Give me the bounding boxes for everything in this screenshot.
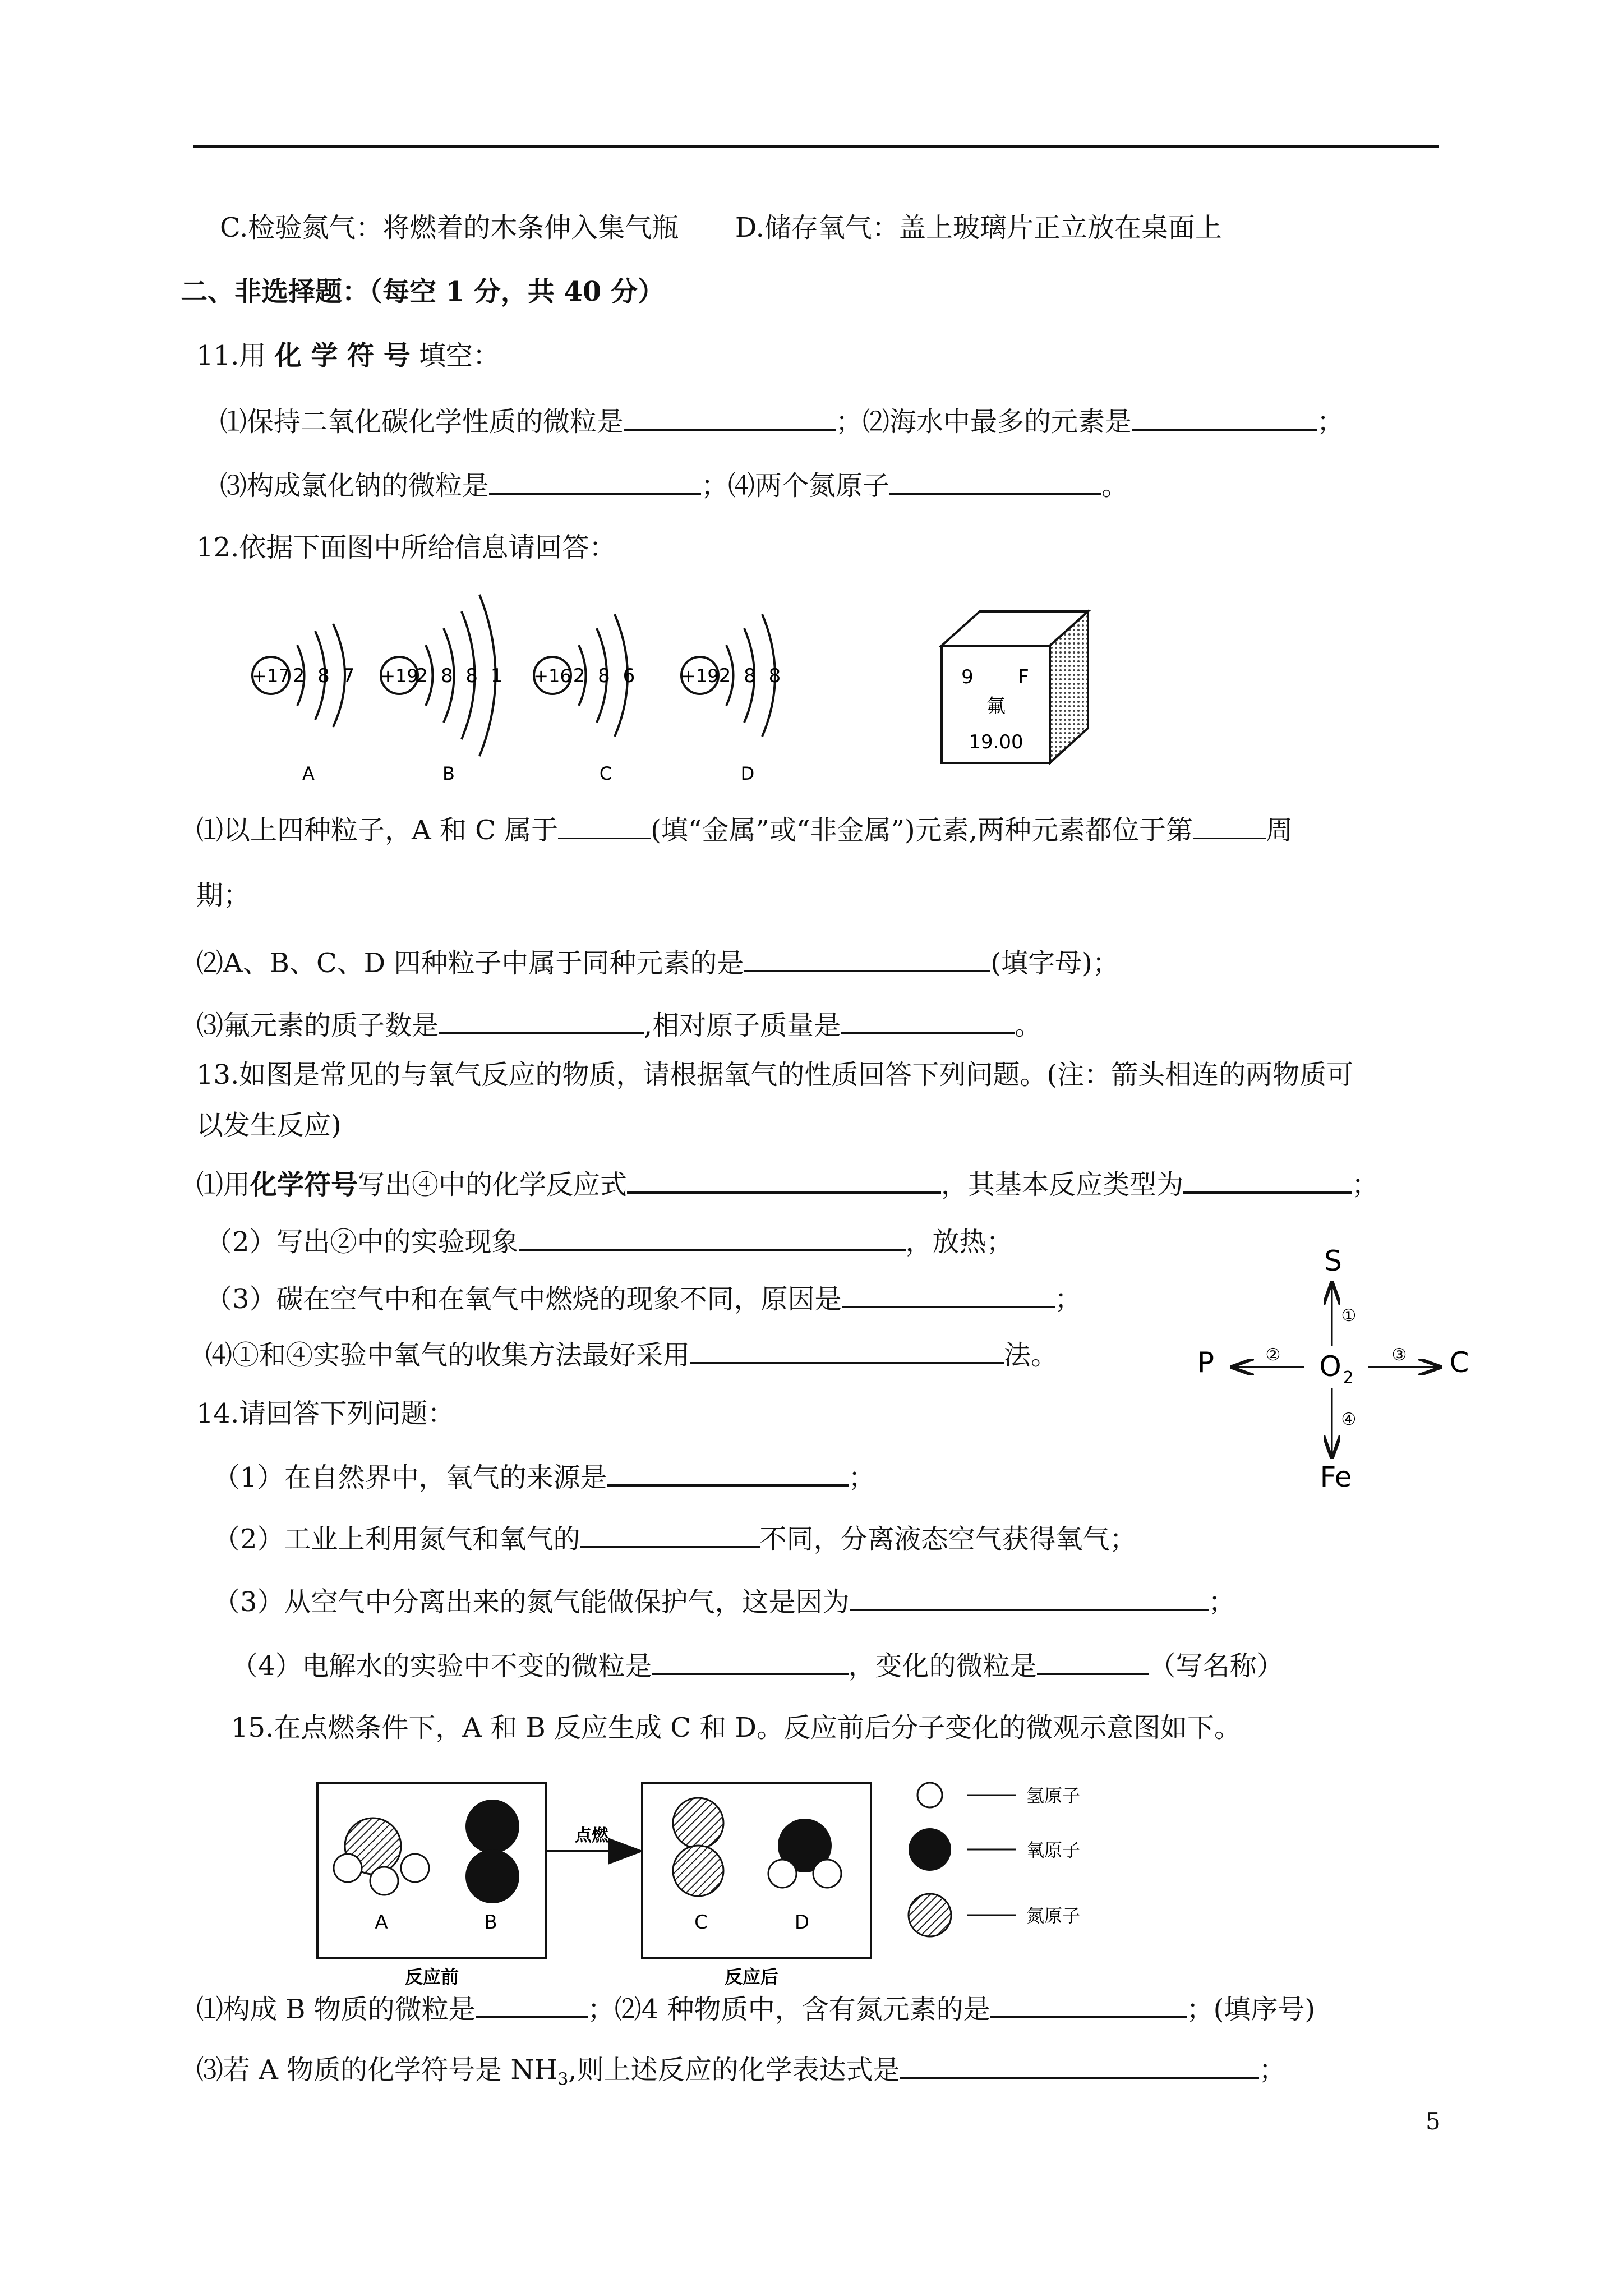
legend-o-label: 氧原子 xyxy=(1026,1839,1081,1861)
q11-p1-sep: ；⑵海水中最多的元素是 xyxy=(836,406,1132,438)
atom-a-nucleus: +17 xyxy=(252,665,290,687)
label-b: B xyxy=(484,1911,497,1934)
q11-stem-bold: 化 学 符 号 xyxy=(274,340,411,371)
element-mass: 19.00 xyxy=(969,731,1023,753)
reactant-s: S xyxy=(1324,1245,1342,1277)
legend-o-icon xyxy=(909,1828,951,1871)
q15-p2-sub: 3 xyxy=(557,2069,569,2090)
q15-p2-c: ； xyxy=(1258,2054,1286,2086)
legend-h-label: 氢原子 xyxy=(1026,1785,1081,1806)
q13-p3-a: （3）碳在空气中和在氧气中燃烧的现象不同，原因是 xyxy=(205,1283,842,1315)
q14-p4-a: （4）电解水的实验中不变的微粒是 xyxy=(231,1650,652,1682)
element-number: 9 xyxy=(961,666,974,688)
q12-p1-c: 周 xyxy=(1266,815,1293,846)
q11-p2: ⑶构成氯化钠的微粒是 xyxy=(220,470,490,501)
q12-p2-a: ⑵A、B、C、D 四种粒子中属于同种元素的是 xyxy=(196,947,744,979)
q13-p2-a: （2）写出②中的实验现象 xyxy=(205,1226,519,1258)
q14-p4-b: ，变化的微粒是 xyxy=(848,1650,1037,1682)
atom-h xyxy=(334,1854,362,1882)
q15-line2 xyxy=(196,2051,1286,2097)
q12-line1-cont: 期； xyxy=(196,880,251,911)
element-name: 氟 xyxy=(986,695,1006,717)
legend-h-icon xyxy=(917,1783,942,1807)
before-label: 反应前 xyxy=(404,1966,459,1987)
q15-p1-c: ；(填序号) xyxy=(1186,1994,1316,2025)
atom-h xyxy=(401,1854,429,1882)
answer-blank[interactable] xyxy=(990,1990,1187,2018)
q11-p1: ⑴保持二氧化碳化学性质的微粒是 xyxy=(220,406,624,438)
q12-p3-b: ,相对原子质量是 xyxy=(644,1010,841,1041)
q13-p1-c: ，其基本反应类型为 xyxy=(941,1169,1184,1200)
oxygen-subscript: 2 xyxy=(1343,1368,1354,1388)
q15-p2-b: ,则上述反应的化学表达式是 xyxy=(568,2054,900,2086)
after-label: 反应后 xyxy=(724,1966,779,1987)
legend-n-icon xyxy=(909,1894,951,1936)
atom-b-nucleus: +19 xyxy=(380,665,418,687)
q14-stem: 14.请回答下列问题： xyxy=(196,1398,455,1429)
q14-p3-b: ； xyxy=(1208,1586,1235,1618)
q14-p1-a: （1）在自然界中，氧气的来源是 xyxy=(213,1462,607,1493)
atom-n xyxy=(673,1846,723,1896)
q15-line1 xyxy=(196,1990,1315,2026)
q13-p3-b: ； xyxy=(1054,1283,1082,1315)
q15-p1-b: ；⑵4 种物质中，含有氮元素的是 xyxy=(587,1994,990,2025)
q13-stem-line1: 13.如图是常见的与氧气反应的物质，请根据氧气的性质回答下列问题。(注：箭头相连的两物质可 xyxy=(196,1059,1354,1091)
atom-a-label: A xyxy=(302,763,315,784)
atom-d-label: D xyxy=(740,763,755,784)
atom-b-electrons: 2 8 8 1 xyxy=(416,665,506,687)
q12-p1-a: ⑴以上四种粒子，A 和 C 属于 xyxy=(196,815,559,846)
legend-n-label: 氮原子 xyxy=(1026,1905,1081,1926)
atom-n xyxy=(673,1798,723,1848)
q11-stem-pre: 11.用 xyxy=(196,340,275,371)
q13-p1-bold: 化学符号 xyxy=(250,1169,358,1200)
q15-p1-a: ⑴构成 B 物质的微粒是 xyxy=(196,1994,476,2025)
reactant-c: C xyxy=(1449,1346,1469,1379)
answer-blank[interactable] xyxy=(476,1990,588,2018)
q12-p3-a: ⑶氟元素的质子数是 xyxy=(196,1010,439,1041)
q13-p1-d: ； xyxy=(1352,1169,1379,1200)
arrow-label-1: ① xyxy=(1341,1306,1357,1326)
atom-d-nucleus: +19 xyxy=(681,665,719,687)
q12-p1-b: (填“金属”或“非金属”)元素,两种元素都位于第 xyxy=(651,815,1193,846)
atom-c-nucleus: +16 xyxy=(533,665,571,687)
atom-o xyxy=(465,1849,519,1903)
q13-p4-b: 法。 xyxy=(1004,1340,1058,1371)
arrow-label-3: ③ xyxy=(1391,1345,1407,1365)
q14-p2-b: 不同，分离液态空气获得氧气； xyxy=(759,1524,1137,1555)
answer-blank[interactable] xyxy=(900,2051,1259,2079)
q12-stem: 12.依据下面图中所给信息请回答： xyxy=(196,532,616,563)
q13-p1-b: 写出④中的化学反应式 xyxy=(358,1169,628,1200)
q14-p4-c: （写名称） xyxy=(1149,1650,1284,1682)
label-d: D xyxy=(794,1911,810,1934)
label-c: C xyxy=(694,1911,708,1934)
oxygen-center: O xyxy=(1319,1350,1341,1383)
reactant-p: P xyxy=(1197,1346,1215,1379)
q13-p1-a: ⑴用 xyxy=(196,1169,251,1200)
q10-option-d: D.储存氧气：盖上玻璃片正立放在桌面上 xyxy=(735,212,1222,243)
page-number: 5 xyxy=(1426,2108,1441,2135)
atom-h xyxy=(813,1860,841,1888)
q10-option-c: C.检验氮气：将燃着的木条伸入集气瓶 xyxy=(220,212,679,243)
q14-p1-b: ； xyxy=(848,1462,875,1493)
q15-p2-a: ⑶若 A 物质的化学符号是 NH xyxy=(196,2054,558,2086)
q13-p4-a: ⑷①和④实验中氧气的收集方法最好采用 xyxy=(205,1340,690,1371)
atom-b-label: B xyxy=(442,763,455,784)
q11-p2-sep: ；⑷两个氮原子 xyxy=(701,470,890,501)
label-a: A xyxy=(375,1911,388,1934)
q15-stem: 15.在点燃条件下，A 和 B 反应生成 C 和 D。反应前后分子变化的微观示意图如下。 xyxy=(231,1712,1242,1743)
q11-stem-post: 填空： xyxy=(410,340,500,371)
atom-h xyxy=(768,1860,796,1888)
atom-a-electrons: 2 8 7 xyxy=(292,665,358,687)
q12-p2-b: (填字母)； xyxy=(990,947,1119,979)
q11-p2-end: 。 xyxy=(1101,470,1129,501)
atom-o xyxy=(465,1800,519,1853)
reactant-fe: Fe xyxy=(1320,1461,1352,1493)
q14-p2-a: （2）工业上利用氮气和氧气的 xyxy=(213,1524,580,1555)
q14-p3-a: （3）从空气中分离出来的氮气能做保护气，这是因为 xyxy=(213,1586,850,1618)
section-title: 二、非选择题：（每空 1 分，共 40 分） xyxy=(181,276,665,307)
arrow-label-2: ② xyxy=(1265,1345,1281,1365)
atom-h xyxy=(370,1867,398,1895)
atom-c-electrons: 2 8 6 xyxy=(573,665,639,687)
atom-c-label: C xyxy=(599,763,612,784)
q13-p2-b: ，放热； xyxy=(905,1226,1013,1258)
atom-d-electrons: 2 8 8 xyxy=(718,665,785,687)
q13-stem-line2: 以发生反应) xyxy=(196,1110,342,1141)
element-symbol: F xyxy=(1018,666,1029,688)
arrow-label: 点燃 xyxy=(575,1826,608,1846)
q12-p3-c: 。 xyxy=(1015,1010,1042,1041)
q11-p1-end: ； xyxy=(1317,406,1344,438)
arrow-label-4: ④ xyxy=(1341,1410,1357,1429)
